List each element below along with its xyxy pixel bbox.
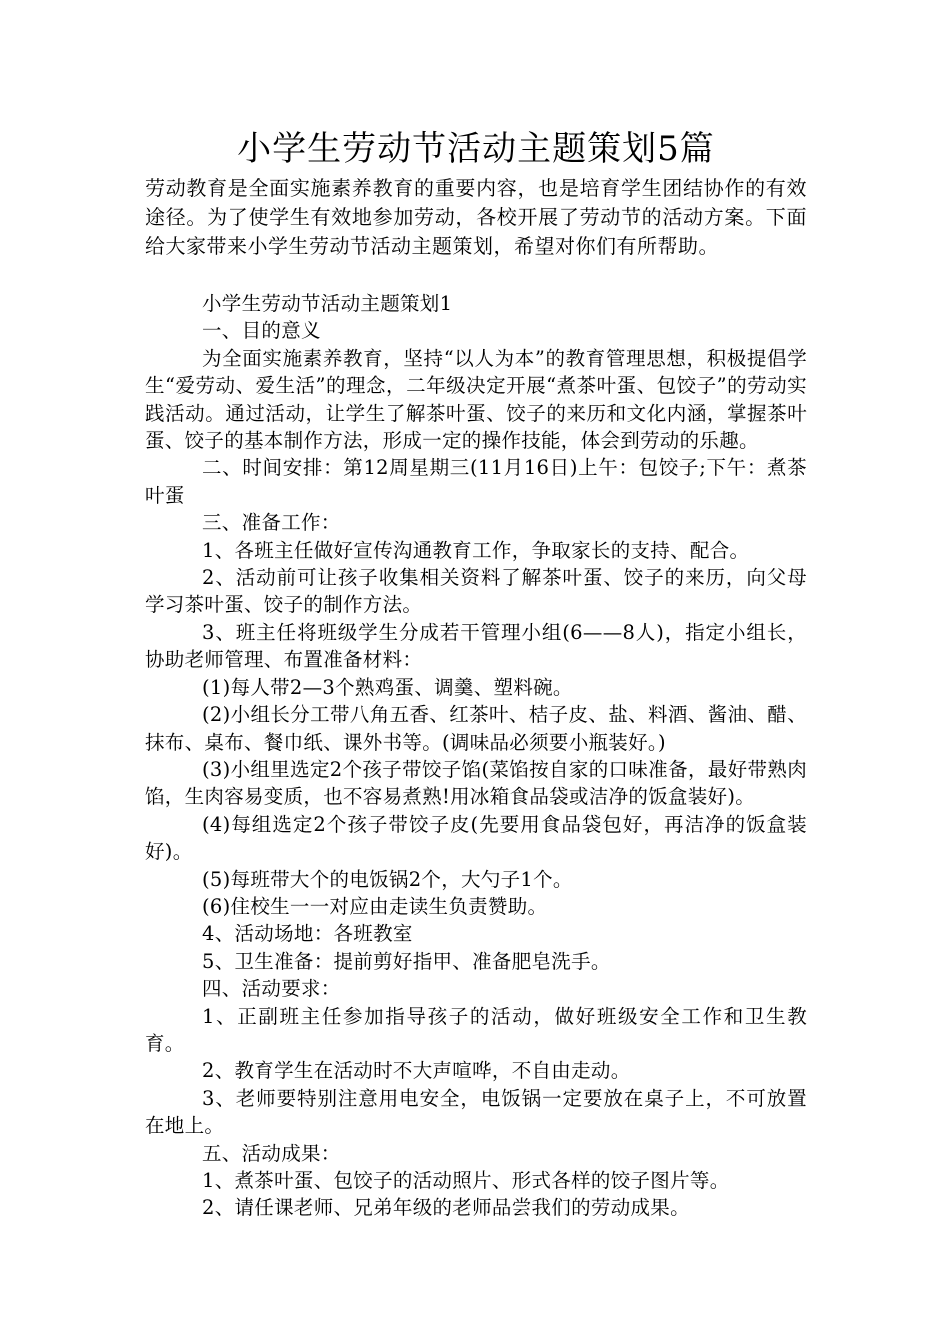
body-paragraph: 三、准备工作：	[202, 511, 341, 535]
body-paragraph: 小学生劳动节活动主题策划1	[202, 292, 453, 315]
body-paragraph: 五、活动成果：	[202, 1141, 341, 1165]
body-paragraph: (3)小组里选定2个孩子带饺子馅(菜馅按自家的口味准备，最好带熟肉馅，生肉容易变质，也不容易煮熟!用冰箱食品袋或洁净的饭盒装好)。	[145, 757, 807, 809]
document-body	[145, 290, 807, 1222]
body-paragraph: 二、时间安排：第12周星期三(11月16日)上午：包饺子;下午：煮茶叶蛋	[145, 456, 807, 507]
body-paragraph: 一、目的意义	[202, 319, 321, 343]
body-paragraph: (1)每人带2—3个熟鸡蛋、调羹、塑料碗。	[202, 675, 573, 699]
document-title: 小学生劳动节活动主题策划5篇	[237, 129, 715, 169]
body-paragraph: 1、正副班主任参加指导孩子的活动，做好班级安全工作和卫生教育。	[145, 1004, 807, 1055]
intro-paragraph: 劳动教育是全面实施素养教育的重要内容，也是培育学生团结协作的有效途径。为了使学生有效地参加劳动，各校开展了劳动节的活动方案。下面给大家带来小学生劳动节活动主题策划，希望对你们有所帮助。	[145, 176, 807, 258]
document-page	[145, 128, 807, 1222]
body-paragraph: 5、卫生准备：提前剪好指甲、准备肥皂洗手。	[202, 949, 611, 973]
body-paragraph: 2、请任课老师、兄弟年级的老师品尝我们的劳动成果。	[202, 1196, 690, 1220]
body-paragraph: 3、班主任将班级学生分成若干管理小组(6——8人)，指定小组长，协助老师管理、布置准备材料：	[145, 620, 807, 672]
paragraph-spacer	[145, 261, 807, 290]
body-paragraph: 四、活动要求：	[202, 977, 341, 1001]
body-paragraph: 1、煮茶叶蛋、包饺子的活动照片、形式各样的饺子图片等。	[202, 1169, 730, 1192]
body-paragraph: 为全面实施素养教育，坚持“以人为本”的教育管理思想，积极提倡学生“爱劳动、爱生活”的理念，二年级决定开展“煮茶叶蛋、包饺子”的劳动实践活动。通过活动，让学生了解茶叶蛋、饺子的来历和文化内涵，掌握茶叶蛋、饺子的基本制作方法，形成一定的操作技能，体会到劳动的乐趣。	[145, 346, 807, 453]
body-paragraph: (6)住校生一一对应由走读生负责赞助。	[202, 894, 548, 918]
body-paragraph: 2、教育学生在活动时不大声喧哗，不自由走动。	[202, 1059, 631, 1083]
body-paragraph: (4)每组选定2个孩子带饺子皮(先要用食品袋包好，再洁净的饭盒装好)。	[145, 812, 807, 864]
body-paragraph: 2、活动前可让孩子收集相关资料了解茶叶蛋、饺子的来历，向父母学习茶叶蛋、饺子的制作方法。	[145, 566, 807, 617]
body-paragraph: 1、各班主任做好宣传沟通教育工作，争取家长的支持、配合。	[202, 538, 750, 562]
body-paragraph: (5)每班带大个的电饭锅2个，大勺子1个。	[202, 867, 573, 891]
body-paragraph: 4、活动场地：各班教室	[202, 922, 413, 946]
body-paragraph: 3、老师要特别注意用电安全，电饭锅一定要放在桌子上，不可放置在地上。	[145, 1086, 807, 1138]
body-paragraph: (2)小组长分工带八角五香、红茶叶、桔子皮、盐、料酒、酱油、醋、抹布、桌布、餐巾纸、课外书等。(调味品必须要小瓶装好。)	[145, 703, 807, 754]
